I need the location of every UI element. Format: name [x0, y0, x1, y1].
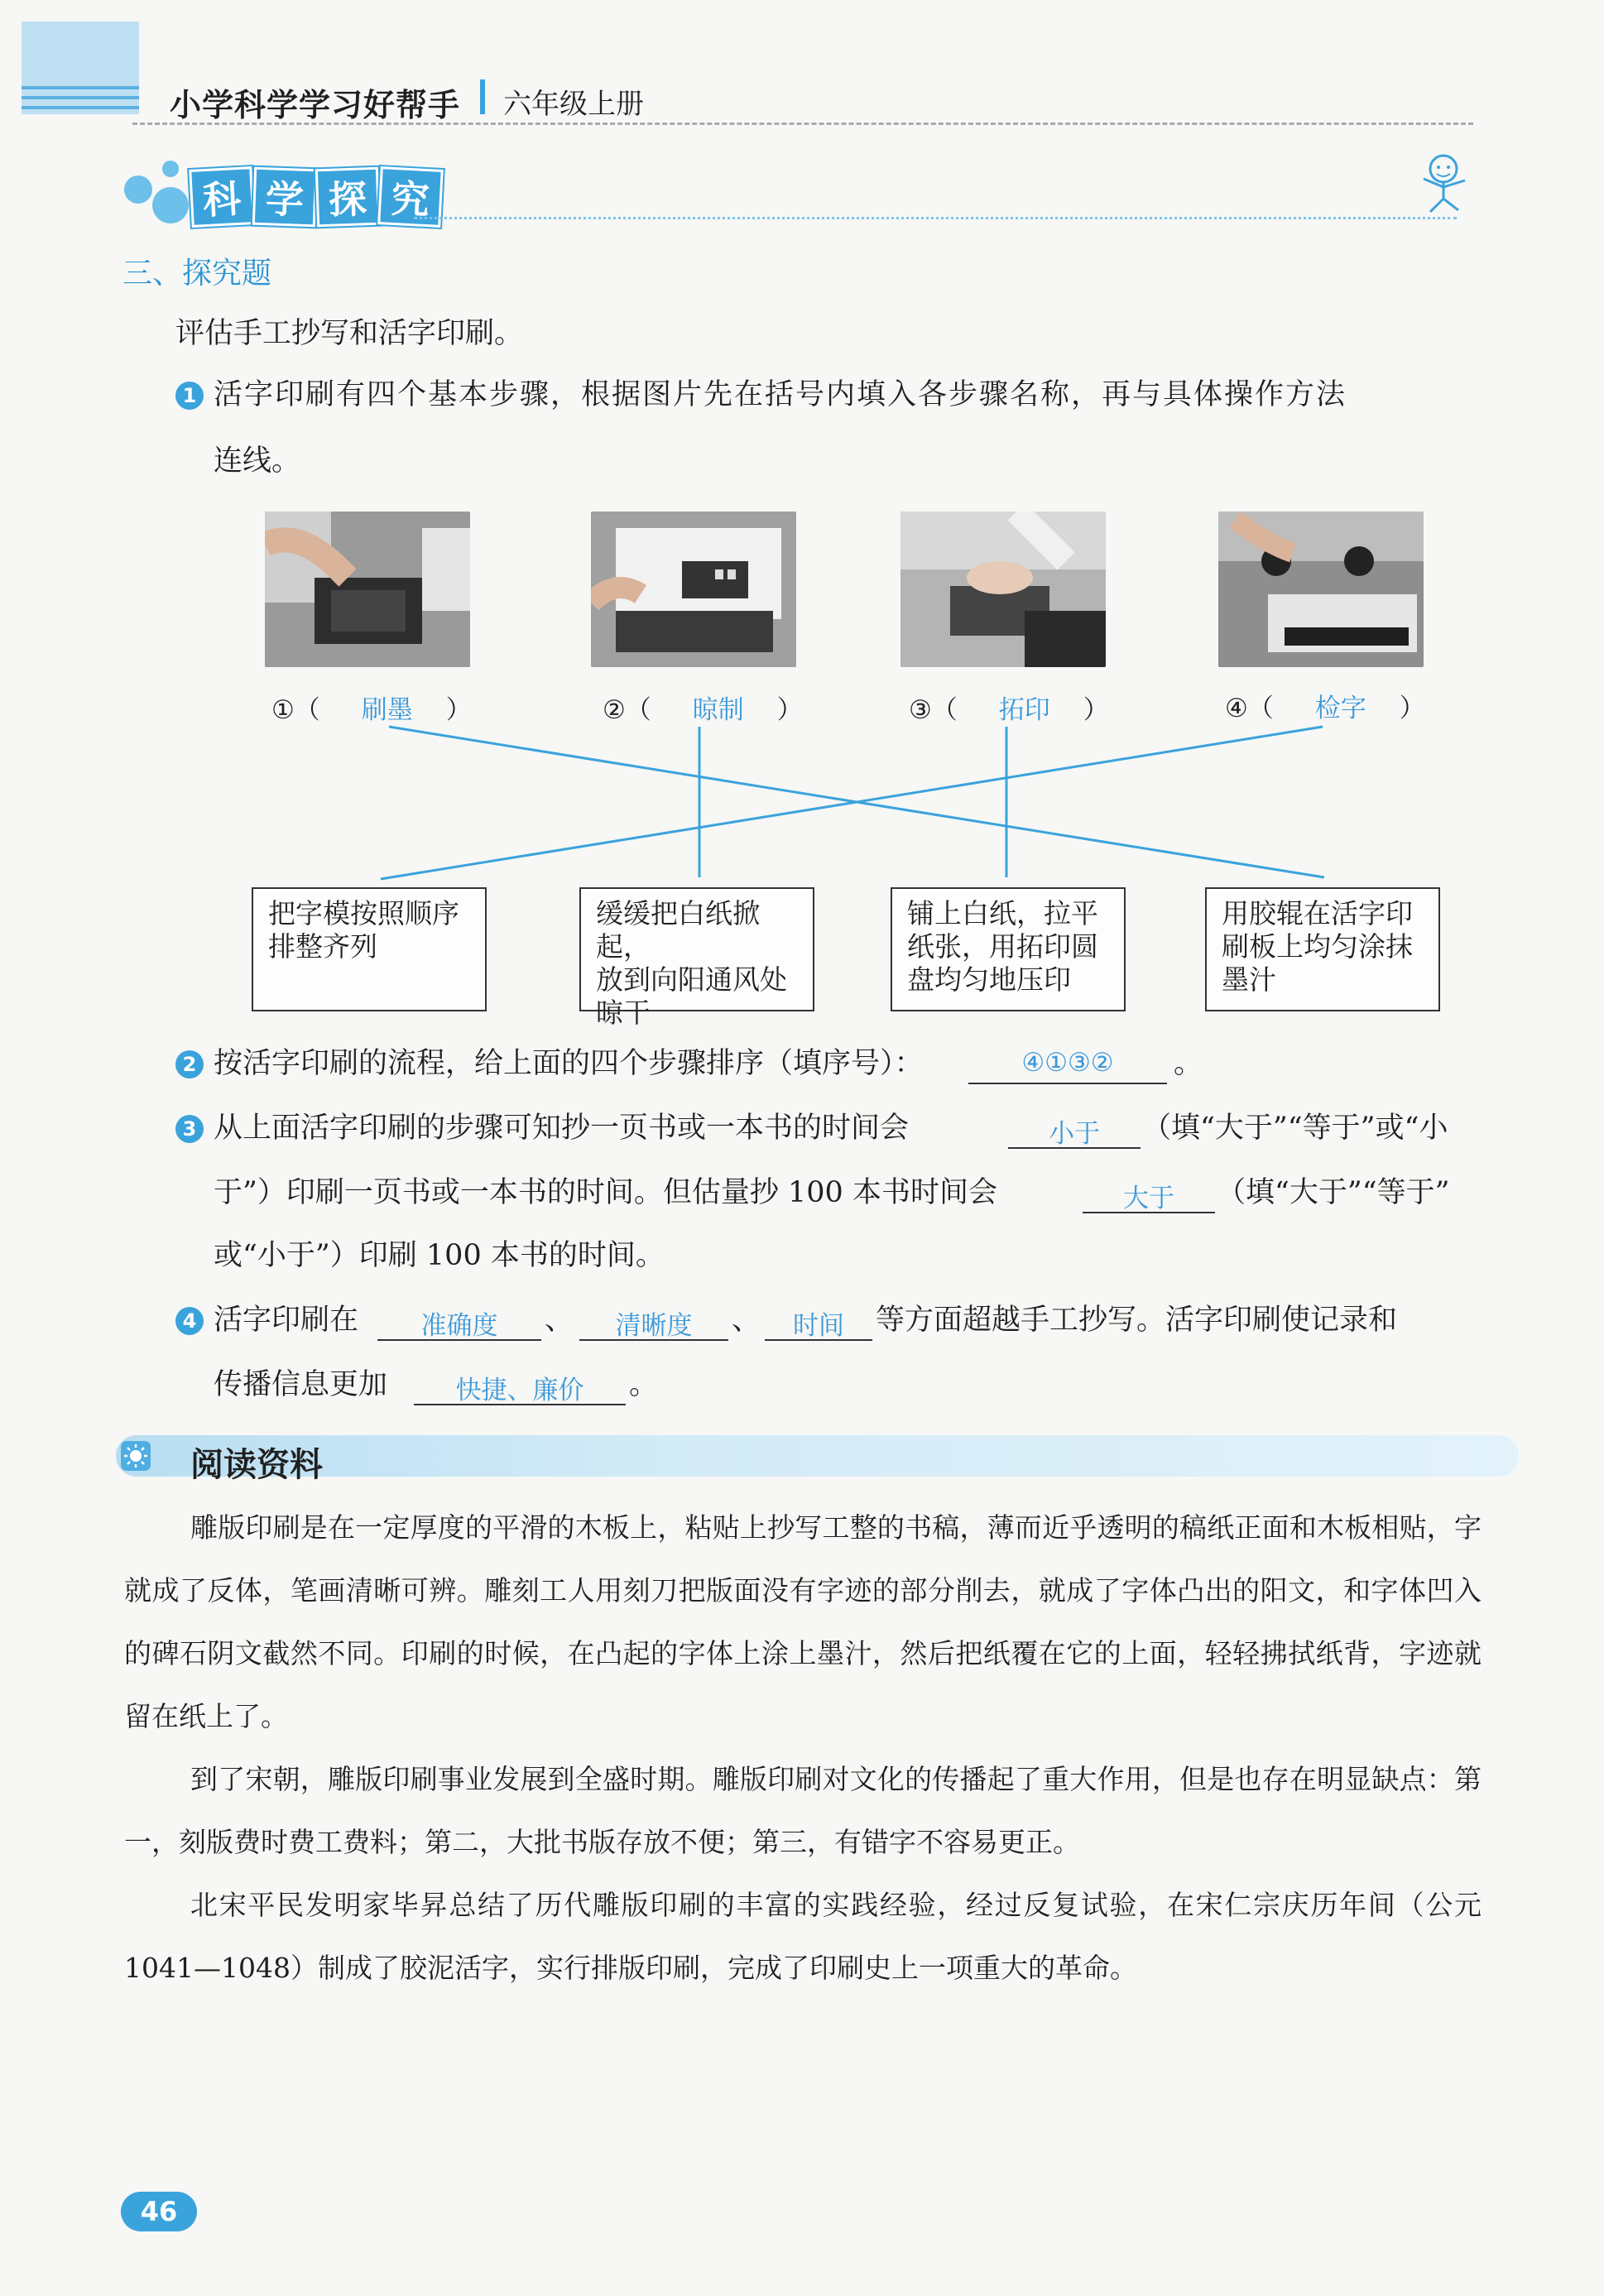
q4-answer-2: 清晰度: [615, 1311, 693, 1341]
q3-answer-2: 大于: [1123, 1184, 1174, 1213]
match-line: [381, 727, 1323, 879]
banner-char: 探: [315, 167, 380, 228]
banner-char: 究: [377, 166, 444, 228]
q3-text: 于”）印刷一页书或一本书的时间。但估量抄 100 本书时间会: [214, 1176, 997, 1209]
reading-paragraph-1: 雕版印刷是在一定厚度的平滑的木板上，粘贴上抄写工整的书稿，薄而近乎透明的稿纸正面和木板相贴，字就成了反体，笔画清晰可辨。雕刻工人用刻刀把版面没有字迹的部分削去，就成了字体凸出的阳文，和字体凹入的碑石阴文截然不同。印刷的时候，在凸起的字体上涂上墨汁，然后把纸覆在它的上面，轻轻拂拭纸背，字迹就留在纸上了。: [124, 1511, 1482, 1732]
banner-char: 学: [252, 167, 317, 228]
q2-answer: ④①③②: [1021, 1048, 1114, 1078]
q4-sep: 、: [545, 1304, 574, 1337]
reading-banner: [116, 1435, 1519, 1477]
section-heading: 三、探究题: [122, 257, 272, 291]
question-number: 2: [175, 1050, 204, 1078]
answer-underline: [968, 1083, 1167, 1084]
reading-paragraph-2: 到了宋朝，雕版印刷事业发展到全盛时期。雕版印刷对文化的传播起了重大作用，但是也存在明显缺点：第一，刻版费时费工费料；第二，大批书版存放不便；第三，有错字不容易更正。: [124, 1763, 1482, 1858]
answer-underline: [377, 1339, 541, 1341]
intro-text: 评估手工抄写和活字印刷。: [175, 317, 524, 350]
q3-text: （填“大于”“等于”: [1217, 1176, 1450, 1209]
q3-text: （填“大于”“等于”或“小: [1142, 1112, 1448, 1145]
question-number: 1: [175, 382, 204, 410]
step-box-4: 用胶辊在活字印 刷板上均匀涂抹 墨汁: [1205, 887, 1440, 1011]
answer-underline: [765, 1339, 872, 1341]
banner-char: 科: [189, 166, 255, 228]
q4-sep: 、: [732, 1304, 761, 1337]
q1-text-cont: 连线。: [214, 444, 301, 478]
grade-label: 六年级上册: [503, 88, 644, 121]
q4-end: 。: [629, 1368, 659, 1401]
step-box-2: 缓缓把白纸掀起， 放到向阳通风处 晾干: [579, 887, 814, 1011]
q4-text: 活字印刷在: [214, 1304, 359, 1337]
q4-text: 等方面超越手工抄写。活字印刷使记录和: [876, 1304, 1398, 1337]
q3-text: 从上面活字印刷的步骤可知抄一页书或一本书的时间会: [214, 1112, 910, 1145]
q4-answer-4: 快捷、廉价: [455, 1376, 584, 1405]
q3-answer-1: 小于: [1049, 1119, 1100, 1149]
answer-underline: [579, 1339, 728, 1341]
q4-answer-3: 时间: [793, 1311, 844, 1341]
page-number: 46: [121, 2192, 197, 2231]
matching-lines: [0, 0, 1604, 910]
step-box-1: 把字模按照顺序 排整齐列: [252, 887, 487, 1011]
photo-label-2: ②（ 晾制 ）: [603, 695, 803, 725]
answer-underline: [1083, 1212, 1215, 1213]
q4-text: 传播信息更加: [214, 1368, 388, 1401]
step-box-3: 铺上白纸，拉平 纸张，用拓印圆 盘均匀地压印: [891, 887, 1126, 1011]
q3-text: 或“小于”）印刷 100 本书的时间。: [214, 1239, 665, 1272]
photo-label-1: ①（ 刷墨 ）: [271, 695, 472, 725]
sun-icon: [121, 1441, 151, 1471]
reading-paragraph-3: 北宋平民发明家毕昇总结了历代雕版印刷的丰富的实践经验，经过反复试验，在宋仁宗庆历年间（公元 1041—1048）制成了胶泥活字，实行排版印刷，完成了印刷史上一项重大的革命。: [124, 1889, 1482, 1984]
answer-underline: [1008, 1147, 1141, 1149]
q1-text: 活字印刷有四个基本步骤，根据图片先在括号内填入各步骤名称，再与具体操作方法: [214, 378, 1347, 411]
q2-end: 。: [1174, 1047, 1203, 1080]
question-number: 4: [175, 1307, 204, 1335]
book-title: 小学科学学习好帮手: [170, 87, 461, 123]
q2-text: 按活字印刷的流程，给上面的四个步骤排序（填序号）：: [214, 1047, 924, 1080]
photo-label-3: ③（ 拓印 ）: [909, 695, 1109, 725]
photo-label-4: ④（ 检字 ）: [1225, 694, 1425, 723]
answer-underline: [414, 1404, 626, 1405]
q4-answer-1: 准确度: [420, 1311, 498, 1341]
reading-title: 阅读资料: [190, 1446, 323, 1484]
question-number: 3: [175, 1115, 204, 1143]
